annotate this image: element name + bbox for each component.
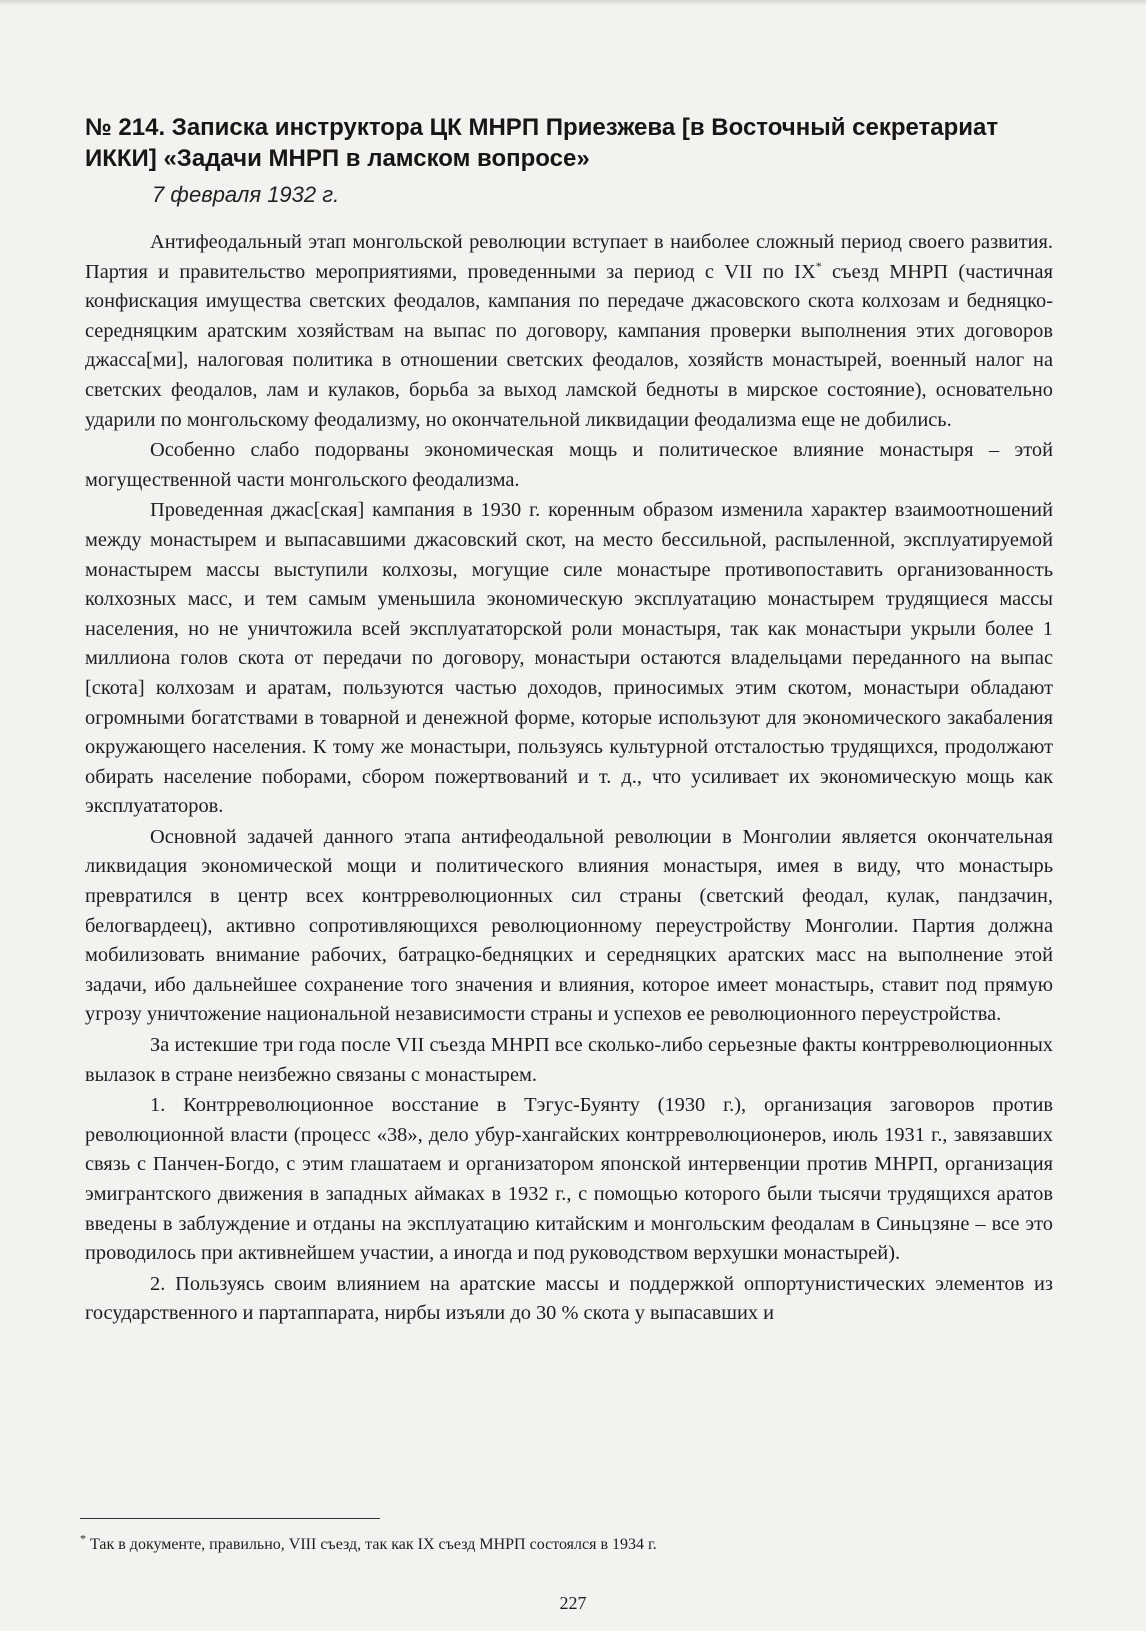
paragraph-5: За истекшие три года после VII съезда МНРП все сколько-либо серьезные факты контрреволюционных вылазок в стране неизбежно связаны с монастырем. bbox=[85, 1034, 1053, 1086]
document-body bbox=[85, 228, 1053, 1329]
paragraph-7: 2. Пользуясь своим влиянием на аратские массы и поддержкой оппортунистических элементов из государственного и партаппарата, нирбы изъяли до 30 % скота у выпасавших и bbox=[85, 1272, 1053, 1325]
footnote-text: Так в документе, правильно, VIII съезд, так как IX съезд МНРП состоялся в 1934 г. bbox=[86, 1536, 657, 1553]
paragraph-4: Основной задачей данного этапа антифеодальной революции в Монголии является окончательная ликвидация экономической мощи и политического влияния монастыря, имея в виду, что монастырь превратился в центр всех контрреволюционных сил страны (светский феодал, кулак, пандзачин, белогвардеец), активно сопротивляющихся революционному переустройству Монголии. Партия должна мобилизовать внимание рабочих, батрацко-бедняцких и середняцких аратских масс на выполнение этой задачи, ибо дальнейшее сохранение того значения и влияния, которое имеет монастырь, ставит под прямую угрозу уничтожение национальной независимости страны и успехов ее революционного переустройства. bbox=[85, 825, 1053, 1026]
footnote-reference: * bbox=[815, 258, 822, 273]
page-number: 227 bbox=[559, 1593, 587, 1613]
scan-edge-shadow bbox=[0, 0, 1146, 6]
footnote bbox=[80, 1531, 980, 1556]
footnote-divider bbox=[80, 1518, 380, 1519]
paragraph-1 bbox=[85, 228, 1053, 435]
paragraph-1-start: Антифеодальный этап монгольской революции вступает в наиболее сложный период своего развития. Партия и правительство мероприятиями, проведенными за период с VII по IX bbox=[85, 231, 1053, 283]
paragraph-2: Особенно слабо подорваны экономическая мощь и политическое влияние монастыря – этой могущественной части монгольского феодализма. bbox=[85, 439, 1053, 491]
paragraph-6: 1. Контрреволюционное восстание в Тэгус-Буянту (1930 г.), организация заговоров против революционной власти (процесс «38», дело убур-хангайских контрреволюционеров, июль 1931 г., завязавших связь с Панчен-Богдо, с этим глашатаем и организатором японской интервенции против МНРП, организация эмигрантского движения в западных аймаках в 1932 г., с помощью которого были тысячи трудящихся аратов введены в заблуждение и отданы на эксплуатацию китайским и монгольским феодалам в Синьцзяне – все это проводилось при активнейшем участии, а иногда и под руководством верхушки монастырей). bbox=[85, 1094, 1053, 1265]
footnote-marker: * bbox=[80, 1531, 86, 1546]
paragraph-1-rest: съезд МНРП (частичная конфискация имущества светских феодалов, кампания по передаче джасовского скота колхозам и бедняцко-середняцким аратским хозяйствам на выпас по договору, кампания проверки выполнения этих договоров джасса[ми], налоговая политика в отношении светских феодалов, хозяйств монастырей, военный налог на светских феодалов, лам и кулаков, борьба за выход ламской бедноты в мирское состояние), основательно ударили по монгольскому феодализму, но окончательной ликвидации феодализма еще не добились. bbox=[85, 260, 1053, 431]
document-title: № 214. Записка инструктора ЦК МНРП Приезжева [в Восточный секретариат ИККИ] «Задачи МНРП в ламском вопросе» bbox=[85, 114, 999, 172]
document-date: 7 февраля 1932 г. bbox=[152, 182, 340, 207]
paragraph-3: Проведенная джас[ская] кампания в 1930 г. коренным образом изменила характер взаимоотношений между монастырем и выпасавшими джасовский скот, на место бессильной, распыленной, эксплуатируемой монастырем массы выступили колхозы, могущие силе монастыре противопоставить организованность колхозных масс, и тем самым уменьшила экономическую эксплуатацию монастырем трудящиеся массы населения, но не уничтожила всей эксплуататорской роли монастыря, так как монастыри укрыли более 1 миллиона голов скота от передачи по договору, монастыри остаются владельцами переданного на выпас [скота] колхозам и аратам, пользуются частью доходов, приносимых этим скотом, монастыри обладают огромными богатствами в товарной и денежной форме, которые используют для экономического закабаления окружающего населения. К тому же монастыри, пользуясь культурной отсталостью трудящихся, продолжают обирать население поборами, сбором пожертвований и т. д., что усиливает их экономическую мощь как эксплуататоров. bbox=[85, 499, 1053, 818]
